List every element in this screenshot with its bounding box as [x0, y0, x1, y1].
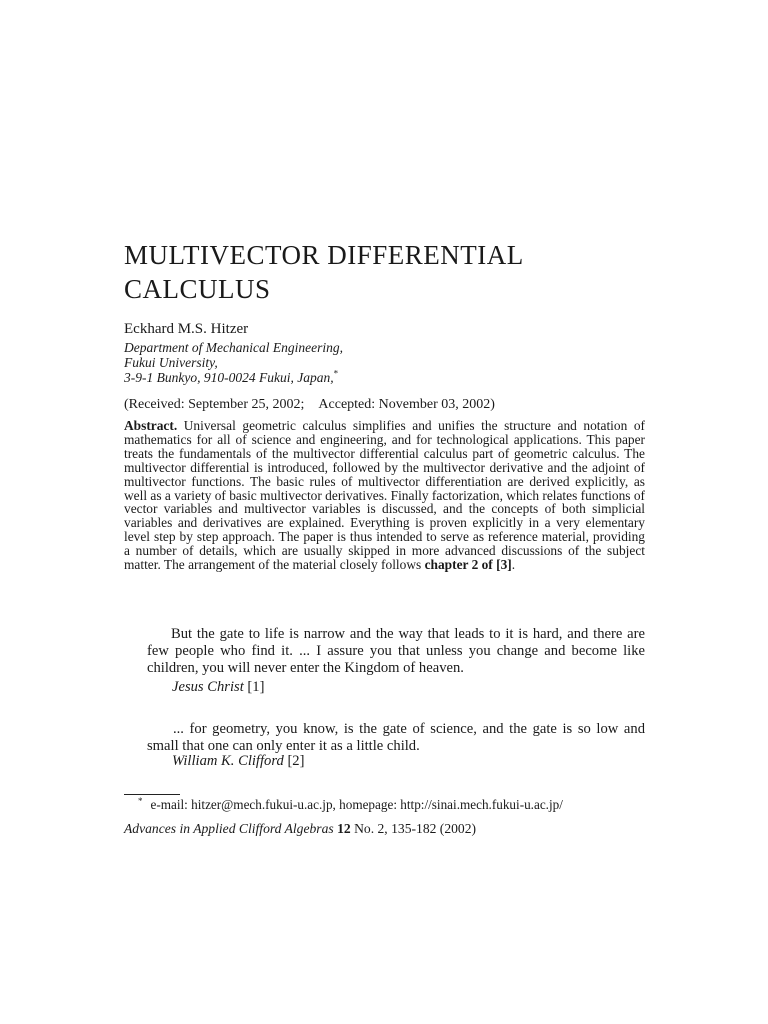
affiliation-address-text: 3-9-1 Bunkyo, 910-0024 Fukui, Japan,	[124, 370, 334, 385]
abstract-reference: chapter 2 of [3]	[424, 557, 512, 573]
footnote-marker: *	[333, 368, 339, 379]
epigraph-1-ref: [1]	[247, 679, 265, 695]
abstract	[124, 419, 645, 572]
title-line-2: CALCULUS	[124, 274, 271, 304]
received-accepted-dates	[124, 397, 495, 413]
journal-issue-pages: No. 2, 135-182 (2002)	[354, 821, 477, 836]
epigraph-2-author: William K. Clifford	[172, 753, 284, 769]
epigraph-2-attribution	[172, 753, 304, 770]
affiliation-address	[124, 370, 343, 385]
epigraph-2	[147, 721, 645, 755]
received-date: (Received: September 25, 2002;	[124, 397, 305, 412]
epigraph-2-text: ... for geometry, you know, is the gate of science, and the gate is so low and small that one can only enter it as a little child.	[147, 721, 645, 754]
abstract-text: Universal geometric calculus simplifies and unifies the structure and notation of mathematics for all of science and engineering, and for technological applications. This paper treats the fundamentals of the multivector differential calculus part of geometric calculus. The multivector differential is introduced, followed by the multivector derivative and the adjoint of multivector functions. The basic rules of multivector differentiation are derived explicitly, as well as a variety of basic multivector derivatives. Finally factorization, which relates functions of vector variables and multivector variables is discussed, and the concepts of both simplicial variables and derivatives are explained. Everything is proven explicitly in a very elementary level step by step approach. The paper is thus intended to serve as reference material, providing a number of details, which are usually skipped in more advanced discussions of the subject matter. The arrangement of the material closely follows	[124, 418, 645, 573]
journal-citation	[124, 821, 476, 837]
epigraph-1-text: But the gate to life is narrow and the way that leads to it is hard, and there are few people who find it. ... I assure you that unless you change and become like children, you will never enter the Kingdom of heaven.	[147, 626, 645, 676]
footnote-star: *	[138, 795, 143, 806]
title-line-1: MULTIVECTOR DIFFERENTIAL	[124, 240, 524, 270]
affiliation-department: Department of Mechanical Engineering,	[124, 340, 343, 355]
footnote	[138, 797, 563, 813]
abstract-end: .	[511, 557, 516, 573]
epigraph-1-author: Jesus Christ	[172, 679, 244, 695]
epigraph-2-ref: [2]	[287, 753, 305, 769]
epigraph-1-attribution	[172, 679, 264, 696]
affiliation	[124, 340, 343, 385]
footnote-rule	[124, 794, 180, 795]
journal-volume: 12	[337, 821, 351, 836]
paper-title	[124, 238, 684, 306]
affiliation-university: Fukui University,	[124, 355, 218, 370]
abstract-label: Abstract.	[124, 418, 178, 433]
journal-name: Advances in Applied Clifford Algebras	[124, 821, 334, 836]
footnote-text: e-mail: hitzer@mech.fukui-u.ac.jp, homepage: http://sinai.mech.fukui-u.ac.jp/	[150, 797, 563, 812]
accepted-date: Accepted: November 03, 2002)	[318, 397, 495, 412]
author-name: Eckhard M.S. Hitzer	[124, 321, 249, 337]
epigraph-1	[147, 626, 645, 677]
